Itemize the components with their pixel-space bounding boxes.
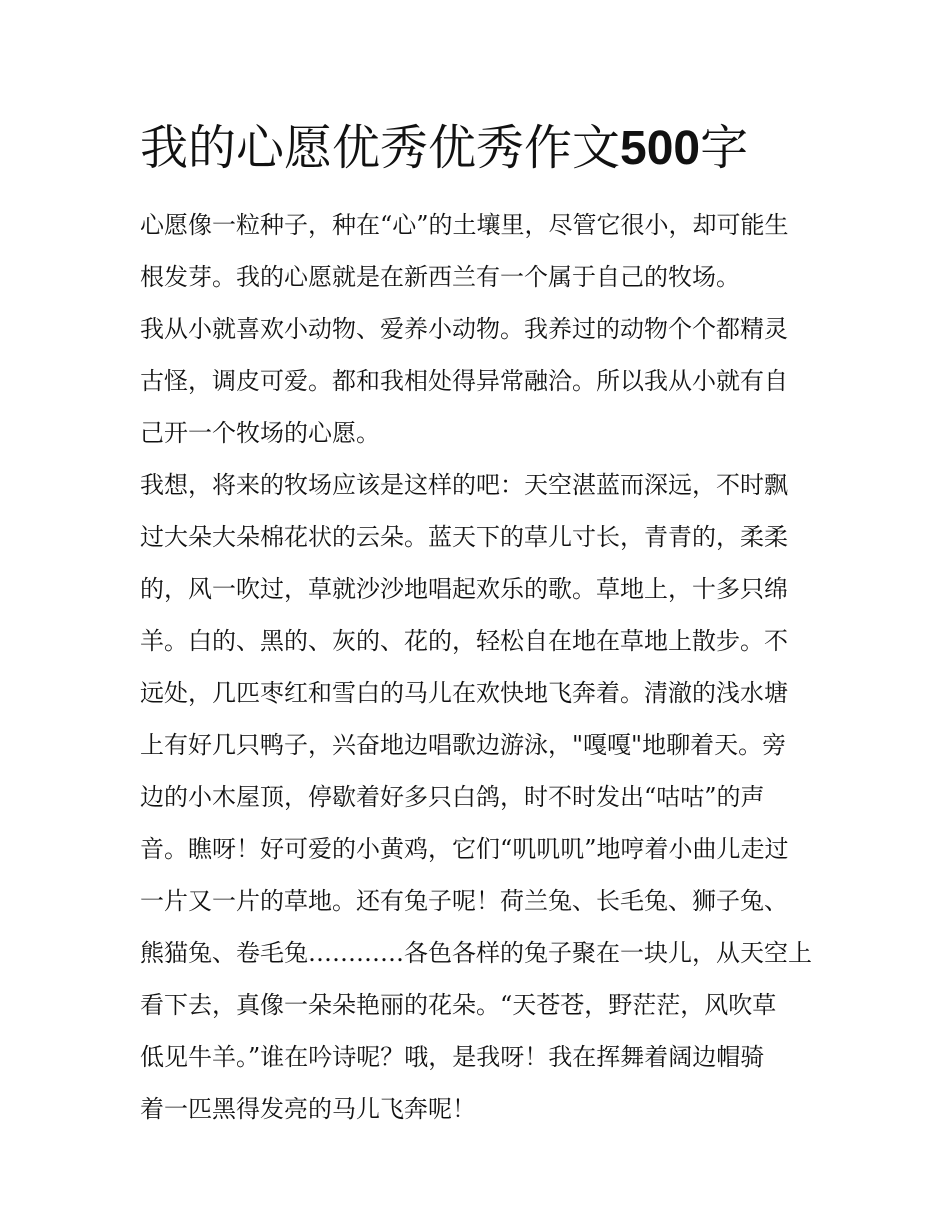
text-line: 远处，几匹枣红和雪白的马儿在欢快地飞奔着。清澈的浅水塘	[140, 679, 788, 707]
paragraph-3	[140, 459, 812, 1135]
title-suffix: 字	[700, 120, 749, 176]
text-line: 低见牛羊。”谁在吟诗呢？哦，是我呀！我在挥舞着阔边帽骑	[140, 1043, 765, 1071]
text-line: 上有好几只鸭子，兴奋地边唱歌边游泳，"嘎嘎"地聊着天。旁	[140, 731, 787, 759]
title-number: 500	[620, 122, 701, 175]
text-line: 过大朵大朵棉花状的云朵。蓝天下的草儿寸长，青青的，柔柔	[140, 523, 788, 551]
text-line: 羊。白的、黑的、灰的、花的，轻松自在地在草地上散步。不	[140, 627, 788, 655]
text-line: 己开一个牧场的心愿。	[140, 419, 380, 447]
page-title	[140, 112, 812, 185]
title-text: 我的心愿优秀优秀作文	[140, 120, 621, 176]
text-line: 根发芽。我的心愿就是在新西兰有一个属于自己的牧场。	[140, 263, 740, 291]
text-line: 一片又一片的草地。还有兔子呢！荷兰兔、长毛兔、狮子兔、	[140, 887, 788, 915]
text-line: 熊猫兔、卷毛兔…………各色各样的兔子聚在一块儿，从天空上	[140, 939, 812, 967]
text-line: 我想，将来的牧场应该是这样的吧：天空湛蓝而深远，不时飘	[140, 471, 788, 499]
text-line: 看下去，真像一朵朵艳丽的花朵。“天苍苍，野茫茫，风吹草	[140, 991, 777, 1019]
text-line: 的，风一吹过，草就沙沙地唱起欢乐的歌。草地上，十多只绵	[140, 575, 788, 603]
paragraph-1	[140, 199, 812, 303]
text-line: 着一匹黑得发亮的马儿飞奔呢！	[140, 1095, 476, 1123]
text-line: 古怪，调皮可爱。都和我相处得异常融洽。所以我从小就有自	[140, 367, 788, 395]
text-line: 边的小木屋顶，停歇着好多只白鸽，时不时发出“咕咕”的声	[140, 783, 765, 811]
document-page	[140, 112, 812, 1135]
text-line: 我从小就喜欢小动物、爱养小动物。我养过的动物个个都精灵	[140, 315, 788, 343]
text-line: 音。瞧呀！好可爱的小黄鸡，它们“叽叽叽”地哼着小曲儿走过	[140, 835, 789, 863]
text-line: 心愿像一粒种子，种在“心”的土壤里，尽管它很小，却可能生	[140, 211, 789, 239]
paragraph-2	[140, 303, 812, 459]
